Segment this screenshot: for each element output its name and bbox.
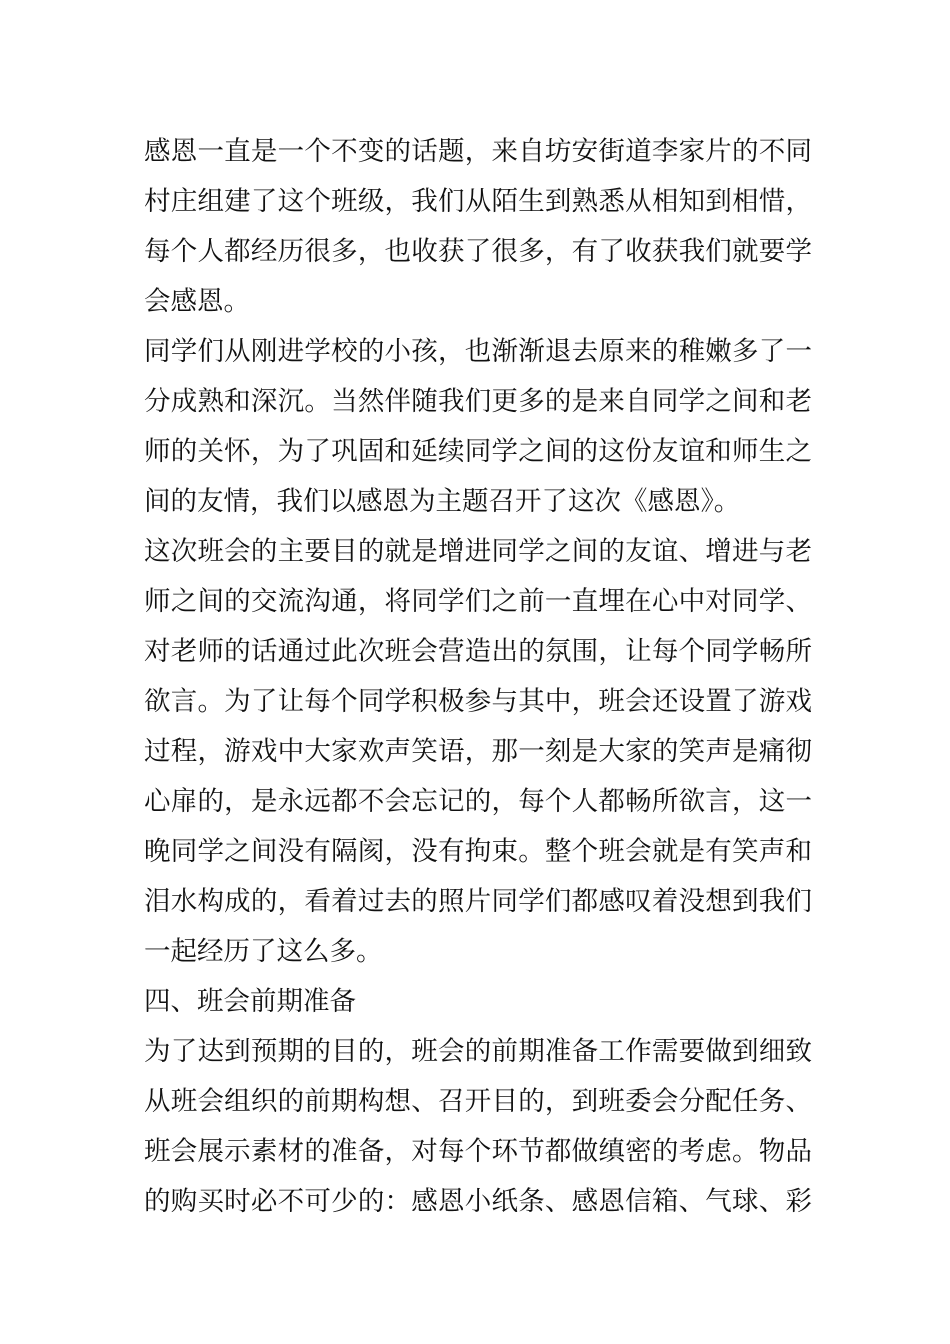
text-line: 从班会组织的前期构想、召开目的，到班委会分配任务、 — [144, 1086, 812, 1117]
text-line: 师的关怀，为了巩固和延续同学之间的这份友谊和师生之 — [144, 436, 812, 467]
text-line: 会感恩。 — [144, 286, 250, 317]
text-line: 泪水构成的，看着过去的照片同学们都感叹着没想到我们 — [144, 886, 812, 917]
text-line: 班会展示素材的准备，对每个环节都做缜密的考虑。物品 — [144, 1136, 812, 1167]
text-line: 同学们从刚进学校的小孩，也渐渐退去原来的稚嫩多了一 — [144, 336, 812, 367]
text-line: 村庄组建了这个班级，我们从陌生到熟悉从相知到相惜， — [144, 186, 812, 217]
text-line: 心扉的，是永远都不会忘记的，每个人都畅所欲言，这一 — [144, 786, 812, 817]
text-line: 欲言。为了让每个同学积极参与其中，班会还设置了游戏 — [144, 686, 812, 717]
text-line: 四、班会前期准备 — [144, 986, 356, 1017]
text-line: 这次班会的主要目的就是增进同学之间的友谊、增进与老 — [144, 536, 812, 567]
text-line: 一起经历了这么多。 — [144, 936, 383, 967]
document-body — [144, 127, 812, 1227]
text-line: 晚同学之间没有隔阂，没有拘束。整个班会就是有笑声和 — [144, 836, 812, 867]
text-line: 为了达到预期的目的，班会的前期准备工作需要做到细致 — [144, 1036, 812, 1067]
text-line: 的购买时必不可少的：感恩小纸条、感恩信箱、气球、彩 — [144, 1186, 812, 1217]
text-line: 对老师的话通过此次班会营造出的氛围，让每个同学畅所 — [144, 636, 812, 667]
text-line: 师之间的交流沟通，将同学们之前一直埋在心中对同学、 — [144, 586, 812, 617]
text-line: 每个人都经历很多，也收获了很多，有了收获我们就要学 — [144, 236, 812, 267]
text-line: 感恩一直是一个不变的话题，来自坊安街道李家片的不同 — [144, 136, 812, 167]
text-line: 过程，游戏中大家欢声笑语，那一刻是大家的笑声是痛彻 — [144, 736, 812, 767]
text-line: 间的友情，我们以感恩为主题召开了这次《感恩》。 — [144, 486, 741, 517]
text-line: 分成熟和深沉。当然伴随我们更多的是来自同学之间和老 — [144, 386, 812, 417]
